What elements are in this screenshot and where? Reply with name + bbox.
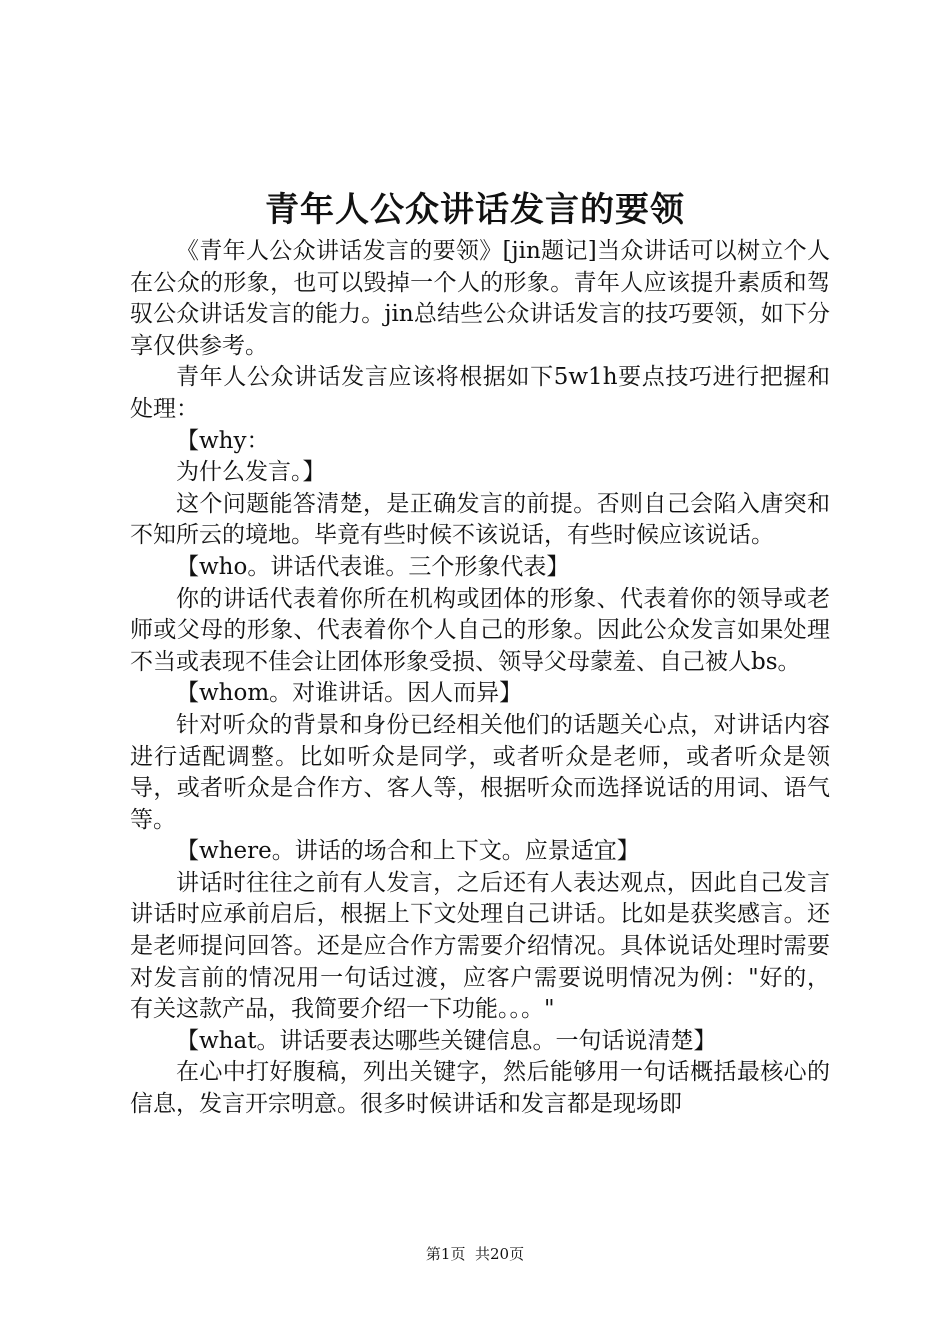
paragraph: 在心中打好腹稿，列出关键字，然后能够用一句话概括最核心的信息，发言开宗明意。很多时候讲话和发言都是现场即: [130, 1059, 830, 1118]
paragraph: 你的讲话代表着你所在机构或团体的形象、代表着你的领导或老师或父母的形象、代表着你个人自己的形象。因此公众发言如果处理不当或表现不佳会让团体形象受损、领导父母蒙羞、自己被人bs。: [130, 585, 830, 675]
page-footer: [0, 1244, 950, 1264]
section-heading-whom: 【whom。对谁讲话。因人而异】: [176, 680, 523, 707]
paragraph: 青年人公众讲话发言应该将根据如下5w1h要点技巧进行把握和处理：: [130, 364, 830, 422]
paragraph: 针对听众的背景和身份已经相关他们的话题关心点，对讲话内容进行适配调整。比如听众是同学，或者听众是老师，或者听众是领导，或者听众是合作方、客人等，根据听众而选择说话的用词、语气等。: [130, 711, 830, 833]
page-total: 共20页: [475, 1245, 525, 1263]
document-body: [130, 236, 830, 1121]
section-heading-why: 【why：: [176, 427, 270, 454]
paragraph: 《青年人公众讲话发言的要领》[jin题记]当众讲话可以树立个人在公众的形象，也可以毁掉一个人的形象。青年人应该提升素质和驾驭公众讲话发言的能力。jin总结些公众讲话发言的技巧要领，如下分享仅供参考。: [130, 238, 830, 359]
paragraph: 这个问题能答清楚，是正确发言的前提。否则自己会陷入唐突和不知所云的境地。毕竟有些时候不该说话，有些时候应该说话。: [130, 490, 830, 549]
section-heading-what: 【what。讲话要表达哪些关键信息。一句话说清楚】: [176, 1027, 717, 1054]
section-heading-where: 【where。讲话的场合和上下文。应景适宜】: [176, 838, 640, 865]
document-title: 青年人公众讲话发言的要领: [265, 190, 685, 230]
section-heading-who: 【who。讲话代表谁。三个形象代表】: [176, 553, 570, 580]
paragraph: 讲话时往往之前有人发言，之后还有人表达观点，因此自己发言讲话时应承前启后，根据上下文处理自己讲话。比如是获奖感言。还是老师提问回答。还是应合作方需要介绍情况。具体说话处理时需要对发言前的情况用一句话过渡，应客户需要说明情况为例："好的，有关这款产品，我简要介绍一下功能。。。": [130, 869, 830, 1023]
page-number: 第1页: [425, 1245, 466, 1263]
section-heading-why-continued: 为什么发言。】: [176, 459, 326, 486]
